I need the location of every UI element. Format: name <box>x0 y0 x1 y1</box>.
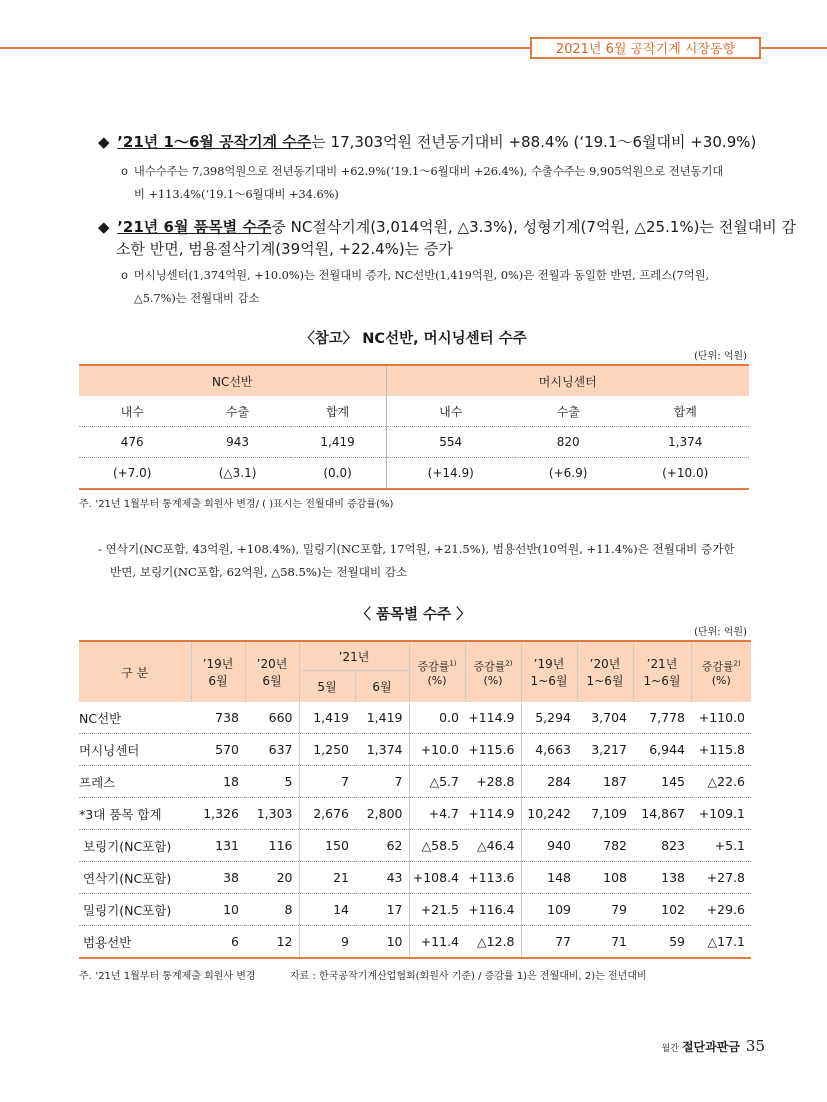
table1-change: (+7.0) <box>79 458 185 490</box>
table2-header-19-6: ’19년 6월 <box>191 641 245 702</box>
table2-cell: 14,867 <box>633 798 691 830</box>
table-row <box>79 798 751 830</box>
table2-cell: +114.9 <box>465 702 521 734</box>
table2-header-may: 5월 <box>299 671 355 702</box>
table2-cell: △12.8 <box>465 926 521 959</box>
bullet-1-rest: 는 17,303억원 전년동기대비 +88.4% (‘19.1～6월대비 +30.9%) <box>311 133 757 151</box>
table2-header-19-16: ’19년 1~6월 <box>521 641 577 702</box>
table1-group: 머시닝센터 <box>386 365 749 396</box>
table2-cell: 102 <box>633 894 691 926</box>
bullet-2-line2: 소한 반면, 범용절삭기계(39억원, +22.4%)는 증가 <box>116 240 453 258</box>
table2-cell: 150 <box>299 830 355 862</box>
table2-cell: △5.7 <box>409 766 465 798</box>
table-row <box>79 862 751 894</box>
bullet-2-rest: 중 NC절삭기계(3,014억원, △3.3%), 성형기계(7억원, △25.1%)는 전월대비 감 <box>271 218 796 236</box>
table2-row-label: 프레스 <box>79 766 191 798</box>
table2-cell: △22.6 <box>691 766 751 798</box>
table1-title: 〈참고〉 NC선반, 머시닝센터 수주 <box>300 331 527 347</box>
table2-cell: 79 <box>577 894 633 926</box>
circle-bullet-icon: o <box>121 269 128 282</box>
table2-row-label: 연삭기(NC포함) <box>79 862 191 894</box>
table1-change: (+10.0) <box>621 458 749 490</box>
table2-cell: △58.5 <box>409 830 465 862</box>
table2-cell: 1,303 <box>245 798 299 830</box>
table2-cell: +116.4 <box>465 894 521 926</box>
table2-cell: 5,294 <box>521 702 577 734</box>
table1-col: 수출 <box>515 396 621 427</box>
table2-header-21: ’21년 <box>299 641 409 671</box>
table1-col: 수출 <box>185 396 289 427</box>
table2-cell: 17 <box>355 894 409 926</box>
table2-cell: 7 <box>299 766 355 798</box>
table1-value: 1,419 <box>290 427 386 458</box>
bullet-1-underline: ’21년 1～6월 공작기계 수주 <box>117 133 312 151</box>
table2-cell: 43 <box>355 862 409 894</box>
table2 <box>79 640 751 959</box>
bullet-2-sub-text: 머시닝센터(1,374억원, +10.0%)는 전월대비 증가, NC선반(1,419억원, 0%)은 전월과 동일한 반면, 프레스(7억원, <box>133 269 710 282</box>
table2-cell: 10 <box>355 926 409 959</box>
table2-cell: 738 <box>191 702 245 734</box>
table2-cell: +10.0 <box>409 734 465 766</box>
table2-cell: 2,676 <box>299 798 355 830</box>
table2-cell: +11.4 <box>409 926 465 959</box>
table2-cell: 18 <box>191 766 245 798</box>
table2-cell: 1,419 <box>299 702 355 734</box>
table1-col: 내수 <box>386 396 515 427</box>
bullet-1 <box>98 131 756 153</box>
footer-magazine: 절단과판금 <box>681 1040 740 1054</box>
table-row <box>79 926 751 959</box>
table1-note: 주. ’21년 1월부터 통계제출 회원사 변경/ ( )표시는 전월대비 증감률(%) <box>79 499 394 510</box>
table2-note-right: 자료 : 한국공작기계산업협회(회원사 기준) / 증감률 1)은 전월대비, 2)는 전년대비 <box>290 971 647 982</box>
table2-cell: +109.1 <box>691 798 751 830</box>
table2-cell: 7,109 <box>577 798 633 830</box>
page-footer <box>662 1037 765 1055</box>
table1-value: 476 <box>79 427 185 458</box>
table2-cell: 10,242 <box>521 798 577 830</box>
table2-cell: +21.5 <box>409 894 465 926</box>
table1-value: 820 <box>515 427 621 458</box>
table1-col: 합계 <box>621 396 749 427</box>
table2-header-21-16: ’21년 1~6월 <box>633 641 691 702</box>
table2-cell: 7,778 <box>633 702 691 734</box>
table2-cell: 9 <box>299 926 355 959</box>
table1-change: (0.0) <box>290 458 386 490</box>
table2-cell: △46.4 <box>465 830 521 862</box>
table2-row-label: *3대 품목 합계 <box>79 798 191 830</box>
table2-cell: 12 <box>245 926 299 959</box>
diamond-icon: ◆ <box>98 218 110 236</box>
header-rule <box>0 47 530 49</box>
table2-cell: 116 <box>245 830 299 862</box>
table2-cell: 4,663 <box>521 734 577 766</box>
header-rule-tail <box>761 47 827 49</box>
table1-change: (+6.9) <box>515 458 621 490</box>
bullet-1-sub <box>121 161 723 183</box>
bullet-1-sub-text: 내수수주는 7,398억원으로 전년동기대비 +62.9%(‘19.1～6월대비 +26.4%), 수출수주는 9,905억원으로 전년동기대 <box>133 165 724 178</box>
bullet-2 <box>98 216 796 238</box>
table2-header-20-16: ’20년 1~6월 <box>577 641 633 702</box>
page-number: 35 <box>745 1037 765 1055</box>
table2-cell: 7 <box>355 766 409 798</box>
table2-cell: 20 <box>245 862 299 894</box>
bullet-2-sub2: △5.7%)는 전월대비 감소 <box>134 292 260 305</box>
table2-cell: 148 <box>521 862 577 894</box>
table2-cell: 284 <box>521 766 577 798</box>
table2-cell: 131 <box>191 830 245 862</box>
table2-cell: 21 <box>299 862 355 894</box>
table2-cell: 109 <box>521 894 577 926</box>
table2-cell: 5 <box>245 766 299 798</box>
table1-value: 943 <box>185 427 289 458</box>
table2-cell: 660 <box>245 702 299 734</box>
table2-cell: 62 <box>355 830 409 862</box>
table2-cell: +4.7 <box>409 798 465 830</box>
table1-unit: (단위: 억원) <box>694 351 747 362</box>
dash-line2: 반면, 보링기(NC포함, 62억원, △58.5%)는 전월대비 감소 <box>110 565 408 579</box>
table2-cell: 10 <box>191 894 245 926</box>
table1-change: (△3.1) <box>185 458 289 490</box>
table2-cell: 0.0 <box>409 702 465 734</box>
table2-cell: 2,800 <box>355 798 409 830</box>
table2-header-chg1: 증감률$^{1)}$ (%) <box>409 641 465 702</box>
table2-cell: △17.1 <box>691 926 751 959</box>
table-row <box>79 766 751 798</box>
table2-header-chg2a: 증감률$^{2)}$ (%) <box>465 641 521 702</box>
table2-note-left: 주. ’21년 1월부터 통계제출 회원사 변경 <box>79 971 256 982</box>
bullet-2-underline: ’21년 6월 품목별 수주 <box>117 218 272 236</box>
table2-cell: +115.8 <box>691 734 751 766</box>
table2-cell: +28.8 <box>465 766 521 798</box>
table2-cell: 77 <box>521 926 577 959</box>
table1-group: NC선반 <box>79 365 386 396</box>
table-row <box>79 830 751 862</box>
table2-cell: +5.1 <box>691 830 751 862</box>
table1-value: 1,374 <box>621 427 749 458</box>
table2-cell: 823 <box>633 830 691 862</box>
table2-header-20-6: ’20년 6월 <box>245 641 299 702</box>
table2-cell: 138 <box>633 862 691 894</box>
table2-cell: 71 <box>577 926 633 959</box>
table1 <box>79 364 749 490</box>
table2-row-label: 머시닝센터 <box>79 734 191 766</box>
table2-cell: 6,944 <box>633 734 691 766</box>
table2-cell: +110.0 <box>691 702 751 734</box>
table2-cell: 3,217 <box>577 734 633 766</box>
bullet-1-sub2: 비 +113.4%(‘19.1～6월대비 +34.6%) <box>134 188 339 201</box>
dash-line1: - 연삭기(NC포함, 43억원, +108.4%), 밀링기(NC포함, 17억원, +21.5%), 범용선반(10억원, +11.4%)은 전월대비 증가한 <box>98 542 735 556</box>
table2-header-chg2b: 증감률$^{2)}$ (%) <box>691 641 751 702</box>
table2-cell: 145 <box>633 766 691 798</box>
table2-row-label: 밀링기(NC포함) <box>79 894 191 926</box>
table2-row-label: 보링기(NC포함) <box>79 830 191 862</box>
footer-monthly: 월간 <box>661 1044 679 1054</box>
table1-change: (+14.9) <box>386 458 515 490</box>
table2-cell: 1,250 <box>299 734 355 766</box>
table2-cell: 38 <box>191 862 245 894</box>
table1-value: 554 <box>386 427 515 458</box>
table2-cell: +114.9 <box>465 798 521 830</box>
table2-cell: 8 <box>245 894 299 926</box>
table2-row-label: NC선반 <box>79 702 191 734</box>
table2-unit: (단위: 억원) <box>694 627 747 638</box>
table-row <box>79 894 751 926</box>
table2-cell: 187 <box>577 766 633 798</box>
table2-cell: +113.6 <box>465 862 521 894</box>
header-title: 2021년 6월 공작기계 시장동향 <box>530 37 761 59</box>
table2-cell: 108 <box>577 862 633 894</box>
table2-cell: 3,704 <box>577 702 633 734</box>
table2-cell: +115.6 <box>465 734 521 766</box>
table2-cell: 637 <box>245 734 299 766</box>
table2-cell: 782 <box>577 830 633 862</box>
table2-cell: +108.4 <box>409 862 465 894</box>
table2-cell: 6 <box>191 926 245 959</box>
table1-col: 내수 <box>79 396 185 427</box>
table2-cell: 570 <box>191 734 245 766</box>
table-row <box>79 734 751 766</box>
table2-cell: 940 <box>521 830 577 862</box>
table2-header-gubun: 구 분 <box>79 641 191 702</box>
table-row <box>79 702 751 734</box>
table2-cell: 1,326 <box>191 798 245 830</box>
table2-cell: 59 <box>633 926 691 959</box>
diamond-icon: ◆ <box>98 133 110 151</box>
table2-cell: 14 <box>299 894 355 926</box>
table2-cell: 1,374 <box>355 734 409 766</box>
table2-cell: +27.8 <box>691 862 751 894</box>
circle-bullet-icon: o <box>121 165 128 178</box>
table2-cell: 1,419 <box>355 702 409 734</box>
table2-title: 〈 품목별 수주 〉 <box>356 607 471 623</box>
table2-row-label: 범용선반 <box>79 926 191 959</box>
table2-cell: +29.6 <box>691 894 751 926</box>
table2-header-jun: 6월 <box>355 671 409 702</box>
bullet-2-sub <box>121 265 709 287</box>
table1-col: 합계 <box>290 396 386 427</box>
